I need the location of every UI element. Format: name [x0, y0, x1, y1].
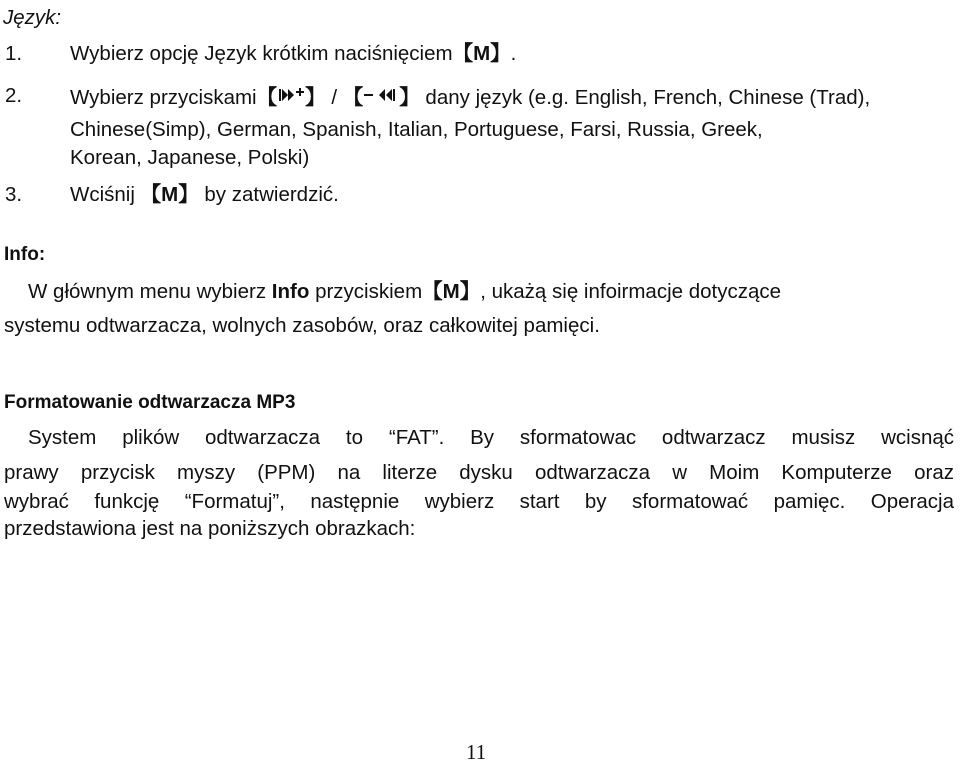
info-heading: Info: — [4, 244, 46, 265]
language-step-2-cont: Korean, Japanese, Polski) — [70, 146, 310, 169]
language-step-3: 3. Wciśnij 【M】 by zatwierdzić. — [5, 183, 339, 206]
page-number: 11 — [466, 740, 487, 764]
format-paragraph-line: prawy przycisk myszy (PPM) na literze dysku odtwarzacza w Moim Komputerze oraz — [4, 461, 954, 484]
format-paragraph-line: System plików odtwarzacza to “FAT”. By sformatowac odtwarzacz musisz wcisnąć — [28, 426, 954, 449]
step-text: Wybierz przyciskami — [70, 86, 257, 109]
step-number: 1. — [5, 42, 23, 65]
format-paragraph-line: przedstawiona jest na poniższych obrazkach: — [4, 517, 416, 540]
format-heading: Formatowanie odtwarzacza MP3 — [4, 392, 296, 413]
info-paragraph-line: systemu odtwarzacza, wolnych zasobów, oraz całkowitej pamięci. — [4, 314, 600, 337]
language-heading: Język: — [3, 6, 62, 29]
m-key-label: 【M】 — [422, 280, 481, 303]
previous-track-icon — [363, 86, 399, 111]
language-step-2-cont: Chinese(Simp), German, Spanish, Italian, Portuguese, Farsi, Russia, Greek, — [70, 118, 763, 141]
next-track-icon — [277, 86, 305, 111]
m-key-label: 【M】 — [140, 183, 199, 206]
info-paragraph-line: W głównym menu wybierz Info przyciskiem【M】, ukażą się infoirmacje dotyczące — [28, 280, 782, 303]
format-paragraph-line: wybrać funkcję “Formatuj”, następnie wybierz start by sformatować pamięc. Operacja — [4, 490, 954, 513]
step-text: Wciśnij — [70, 183, 135, 206]
language-step-2: 2. Wybierz przyciskami【 】 / 【 】 dany język (e.g. English, French, Chinese (Trad), — [5, 84, 871, 109]
m-key-label: 【M】 — [452, 42, 511, 65]
step-number: 3. — [5, 183, 23, 206]
language-step-1: 1. Wybierz opcję Język krótkim naciśnięciem【M】. — [5, 42, 517, 65]
step-text: Wybierz opcję Język krótkim naciśnięciem — [70, 42, 453, 65]
info-keyword: Info — [271, 280, 310, 303]
step-number: 2. — [5, 84, 23, 107]
